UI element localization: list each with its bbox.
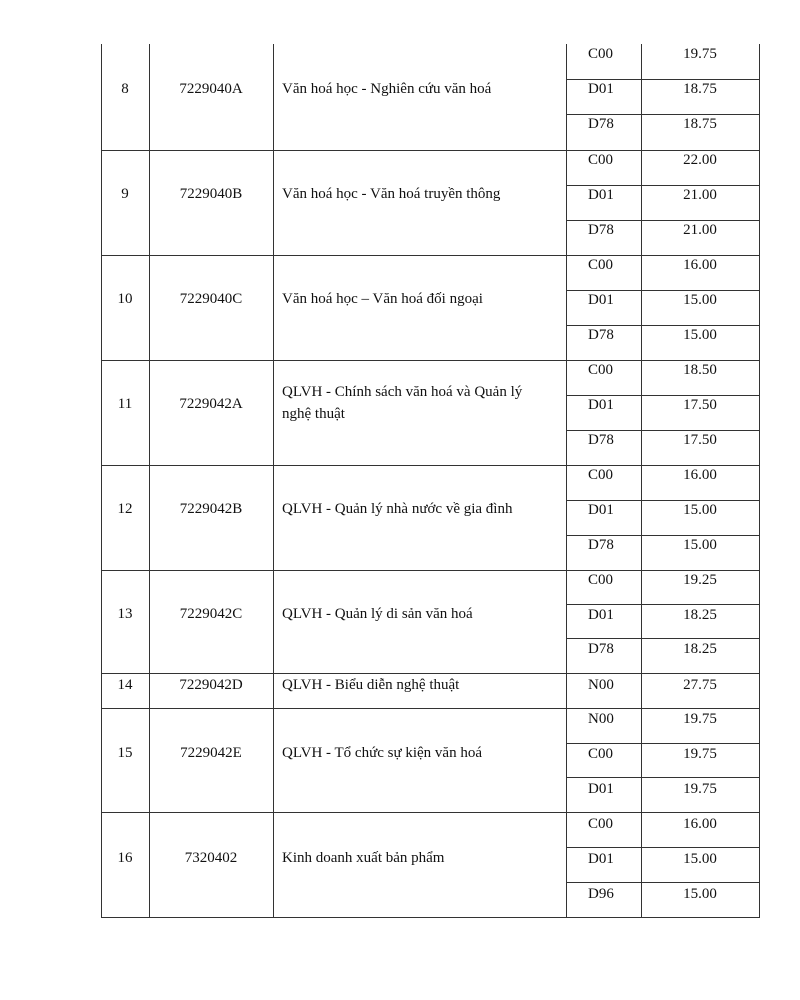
table-border-right (759, 44, 760, 918)
subject-combination: D78 (588, 537, 614, 553)
program-code: 7229042B (179, 501, 243, 517)
admission-score: 19.75 (683, 46, 717, 62)
subject-combination: C00 (588, 46, 614, 62)
program-name: QLVH - Quản lý nhà nước về gia đình (282, 501, 513, 517)
row-number: 14 (117, 677, 133, 693)
admission-score: 15.00 (683, 502, 717, 518)
subject-combination: C00 (588, 467, 614, 483)
program-code: 7229042E (180, 745, 242, 761)
table-border-bottom (101, 917, 760, 918)
subject-combination: D78 (588, 641, 614, 657)
admission-score: 15.00 (683, 537, 717, 553)
subject-combination: D01 (588, 607, 614, 623)
table-border-left (101, 44, 102, 918)
program-name: Văn hoá học – Văn hoá đối ngoại (282, 291, 483, 307)
program-name-line-1: QLVH - Chính sách văn hoá và Quản lý (282, 384, 523, 400)
admission-score: 15.00 (683, 851, 717, 867)
subject-combination: N00 (588, 677, 614, 693)
subject-combination: C00 (588, 257, 614, 273)
program-code: 7229040C (179, 291, 243, 307)
admission-score: 19.75 (683, 746, 717, 762)
subject-combination: C00 (588, 746, 614, 762)
row-number: 9 (121, 186, 129, 202)
program-name: Văn hoá học - Văn hoá truyền thông (282, 186, 501, 202)
subject-combination: D96 (588, 886, 614, 902)
admission-score: 21.00 (683, 187, 717, 203)
admission-score: 19.75 (683, 711, 717, 727)
subject-combination: D01 (588, 187, 614, 203)
subject-combination: C00 (588, 362, 614, 378)
subject-combination: N00 (588, 711, 614, 727)
program-name-line-2: nghệ thuật (282, 406, 345, 422)
row-number: 15 (117, 745, 133, 761)
subject-combination: C00 (588, 152, 614, 168)
subject-combination: D78 (588, 222, 614, 238)
program-name: QLVH - Quản lý di sản văn hoá (282, 606, 473, 622)
program-name: Kinh doanh xuất bản phẩm (282, 850, 445, 866)
subject-combination: D01 (588, 81, 614, 97)
subject-combination: C00 (588, 572, 614, 588)
column-divider (273, 44, 274, 918)
subject-combination: D01 (588, 851, 614, 867)
admission-score: 18.75 (683, 81, 717, 97)
admission-score: 15.00 (683, 292, 717, 308)
row-number: 10 (117, 291, 133, 307)
row-number: 16 (117, 850, 133, 866)
program-code: 7229042D (179, 677, 243, 693)
row-number: 8 (121, 81, 129, 97)
program-code: 7229040B (179, 186, 243, 202)
subject-combination: D78 (588, 432, 614, 448)
subject-combination: D78 (588, 116, 614, 132)
admission-score: 19.25 (683, 572, 717, 588)
admission-score: 16.00 (683, 816, 717, 832)
subject-combination: D01 (588, 781, 614, 797)
program-code: 7320402 (184, 850, 238, 866)
row-number: 12 (117, 501, 133, 517)
program-name: Văn hoá học - Nghiên cứu văn hoá (282, 81, 492, 97)
admission-score: 21.00 (683, 222, 717, 238)
subject-combination: D01 (588, 502, 614, 518)
admission-score: 22.00 (683, 152, 717, 168)
admission-score: 15.00 (683, 327, 717, 343)
subject-combination: D01 (588, 397, 614, 413)
admission-score: 17.50 (683, 397, 717, 413)
program-code: 7229042A (179, 396, 243, 412)
program-name: QLVH - Tổ chức sự kiện văn hoá (282, 745, 482, 761)
row-number: 11 (117, 396, 133, 412)
admission-score: 15.00 (683, 886, 717, 902)
admission-score: 27.75 (683, 677, 717, 693)
admission-score: 17.50 (683, 432, 717, 448)
admission-score: 16.00 (683, 467, 717, 483)
column-divider (149, 44, 150, 918)
admission-score: 18.75 (683, 116, 717, 132)
admission-score: 16.00 (683, 257, 717, 273)
program-code: 7229042C (179, 606, 243, 622)
program-code: 7229040A (179, 81, 243, 97)
admission-score: 18.25 (683, 641, 717, 657)
column-divider (566, 44, 567, 918)
admission-score: 18.50 (683, 362, 717, 378)
admission-score: 19.75 (683, 781, 717, 797)
admission-score: 18.25 (683, 607, 717, 623)
subject-combination: D01 (588, 292, 614, 308)
subject-combination: D78 (588, 327, 614, 343)
subject-combination: C00 (588, 816, 614, 832)
row-number: 13 (117, 606, 133, 622)
program-name: QLVH - Biểu diễn nghệ thuật (282, 677, 460, 693)
